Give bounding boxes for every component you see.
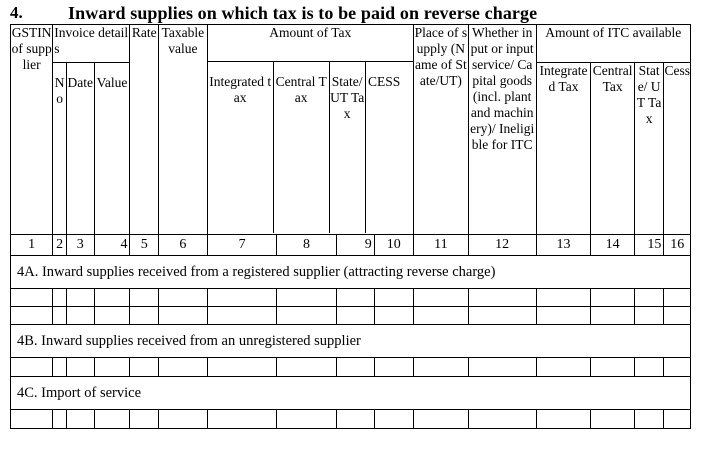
section-heading: Inward supplies on which tax is to be paid on reverse charge [68, 3, 538, 23]
column-number: 10 [374, 235, 413, 256]
section-4c-label: 4C. Import of service [11, 377, 691, 410]
header-cess: CESS [368, 74, 401, 89]
section-4a-label: 4A. Inward supplies received from a registered supplier (attracting reverse charge) [11, 256, 691, 289]
column-number: 8 [277, 235, 336, 256]
column-number: 4 [94, 235, 130, 256]
header-amount-of-itc: Amount of ITC available [536, 25, 691, 63]
column-number: 13 [536, 235, 591, 256]
column-number: 2 [53, 235, 67, 256]
column-number: 15 [634, 235, 664, 256]
section-4b-label: 4B. Inward supplies received from an unregistered supplier [11, 325, 691, 358]
header-integrated-tax: Integrated tax [208, 62, 274, 233]
header-amount-of-tax-group [207, 25, 413, 235]
header-gstin: GSTIN of supplier [11, 25, 53, 235]
header-itc-state-ut: State/ UT Tax [634, 63, 664, 235]
section-title [10, 2, 700, 24]
header-state-ut-tax: State/ UT Tax [330, 62, 366, 233]
header-invoice-value: Value [94, 63, 130, 235]
header-amount-of-tax: Amount of Tax [269, 25, 352, 40]
header-itc-integrated: Integrated Tax [536, 63, 591, 235]
section-number: 4. [10, 3, 23, 22]
header-whether-input: Whether input or input service/ Capital goods (incl. plant and machinery)/ Ineligible for ITC [468, 25, 536, 235]
header-itc-cess: Cess [664, 63, 691, 235]
column-number: 14 [591, 235, 634, 256]
header-invoice-date: Date [67, 63, 94, 235]
column-number: 7 [207, 235, 277, 256]
column-number: 1 [11, 235, 53, 256]
reverse-charge-table [10, 24, 691, 429]
header-rate: Rate [130, 25, 159, 235]
header-central-tax: Central Tax [274, 62, 330, 233]
header-invoice-details: Invoice details [53, 25, 130, 63]
column-number: 16 [664, 235, 691, 256]
column-number-row [11, 235, 691, 256]
column-number: 12 [468, 235, 536, 256]
header-itc-central: Central Tax [591, 63, 634, 235]
header-invoice-no: No [53, 63, 67, 235]
column-number: 9 [336, 235, 374, 256]
header-taxable-value: Taxable value [159, 25, 208, 235]
column-number: 5 [130, 235, 159, 256]
column-number: 11 [413, 235, 468, 256]
header-place-of-supply: Place of supply (Name of State/UT) [413, 25, 468, 235]
column-number: 6 [159, 235, 208, 256]
column-number: 3 [67, 235, 94, 256]
